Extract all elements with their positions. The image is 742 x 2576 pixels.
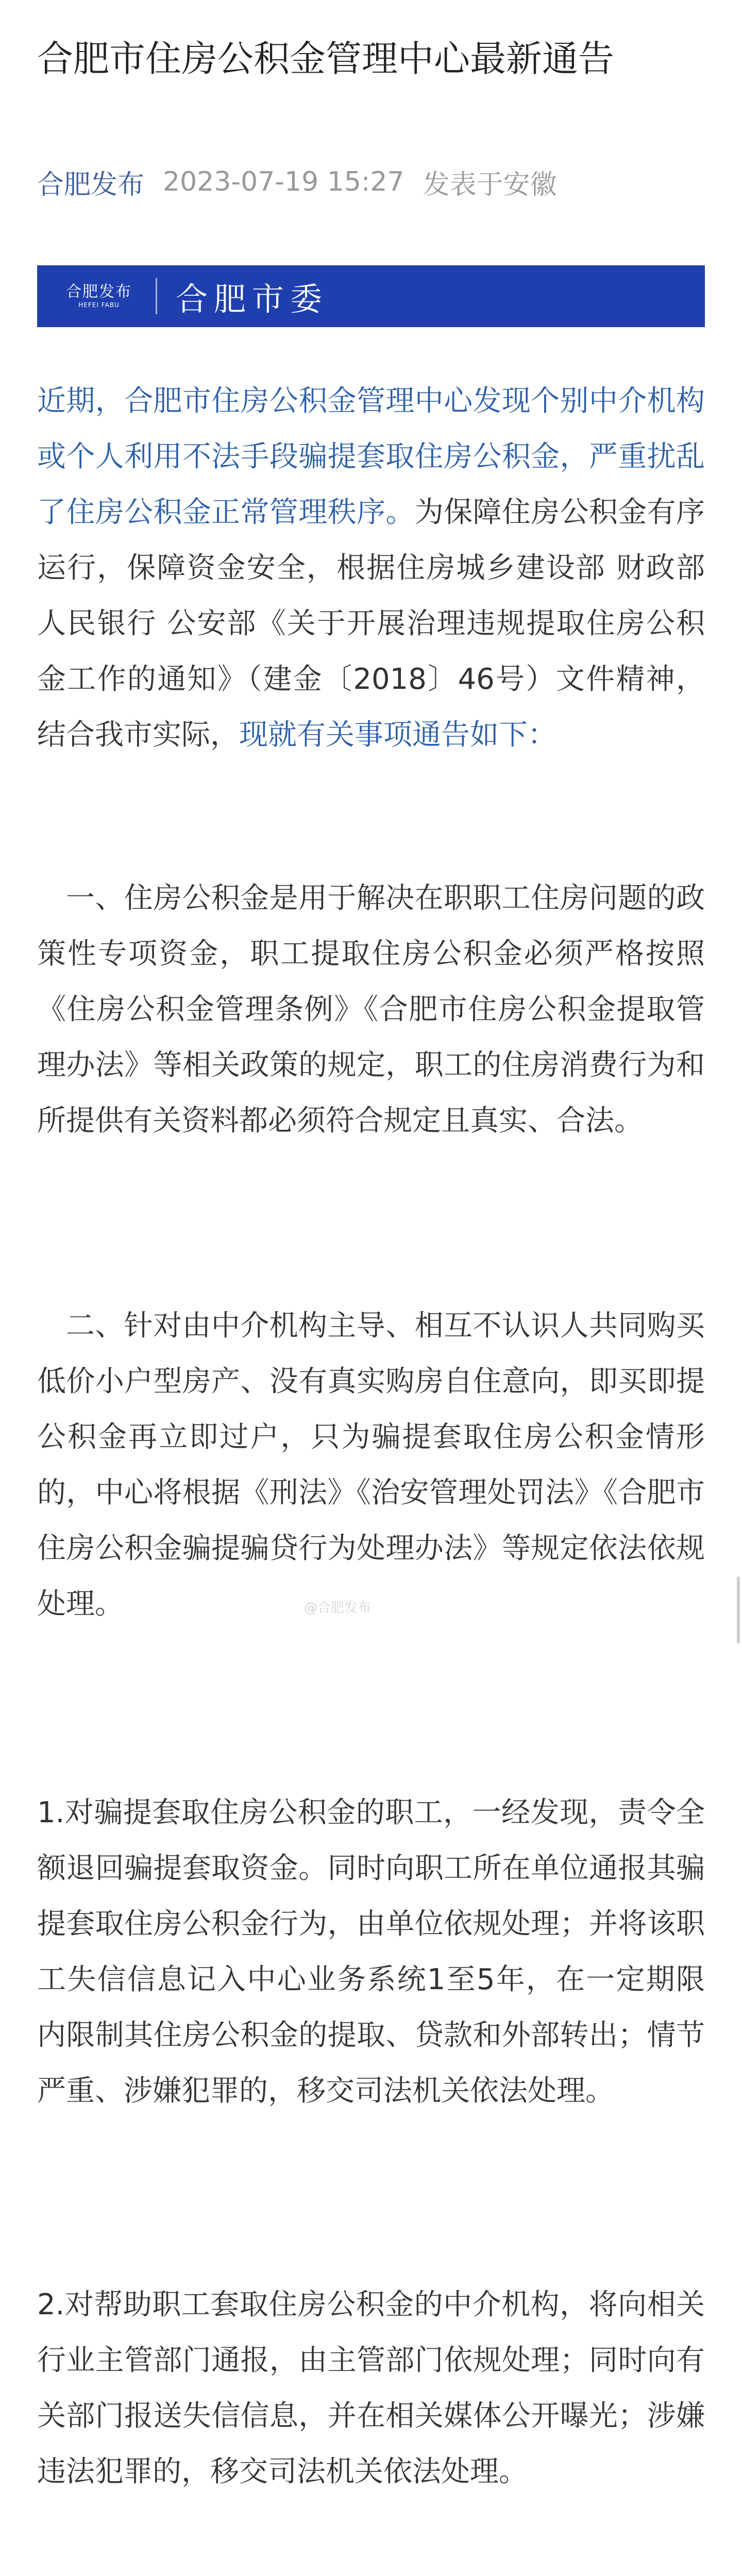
sub-item-1-paragraph: [37, 1785, 705, 2119]
logo: [53, 265, 145, 327]
banner-divider: [156, 278, 157, 314]
intro-highlight: 近期，合肥市住房公积金管理中心发现个别中介机构或个人利用不法手段骗提套取住房公积金，严重扰乱了住房公积金正常管理秩序。: [37, 384, 705, 529]
source-link[interactable]: 合肥发布: [37, 169, 145, 200]
intro-body: 为保障住房公积金有序运行，保障资金安全，根据住房城乡建设部 财政部 人民银行 公安部《关于开展治理违规提取住房公积金工作的通知》（建金〔2018〕46号）文件精神，结合我市实际，: [37, 496, 705, 752]
logo-text: 合肥发布: [66, 283, 132, 301]
item-2-text: 二、针对由中介机构主导、相互不认识人共同购买低价小户型房产、没有真实购房自住意向，即买即提公积金再立即过户，只为骗提套取住房公积金情形的，中心将根据《刑法》《治安管理处罚法》《合肥市住房公积金骗提骗贷行为处理办法》等规定依法依规处理。: [37, 1309, 705, 1621]
header-banner: [37, 265, 705, 327]
intro-paragraph: [37, 374, 705, 763]
intro-tail: 现就有关事项通告如下：: [239, 718, 556, 752]
sub-item-1-text: 1.对骗提套取住房公积金的职工，一经发现，责令全额退回骗提套取资金。同时向职工所在单位通报其骗提套取住房公积金行为，由单位依规处理；并将该职工失信信息记入中心业务系统1至5年，在一定期限内限制其住房公积金的提取、贷款和外部转出；情节严重、涉嫌犯罪的，移交司法机关依法处理。: [37, 1796, 705, 2108]
scrollbar-indicator[interactable]: [737, 1577, 740, 1643]
item-1-text: 一、住房公积金是用于解决在职职工住房问题的政策性专项资金，职工提取住房公积金必须严格按照《住房公积金管理条例》《合肥市住房公积金提取管理办法》等相关政策的规定，职工的住房消费行为和所提供有关资料都必须符合规定且真实、合法。: [37, 882, 705, 1138]
publish-time: 2023-07-19 15:27: [163, 166, 404, 197]
article-meta: [37, 164, 557, 200]
sub-item-2-text: 2.对帮助职工套取住房公积金的中介机构，将向相关行业主管部门通报，由主管部门依规处理；同时向有关部门报送失信信息，并在相关媒体公开曝光；涉嫌违法犯罪的，移交司法机关依法处理。: [37, 2288, 705, 2488]
sub-item-2-paragraph: [37, 2277, 705, 2500]
image-watermark: @合肥发布: [304, 1600, 372, 1616]
item-1-paragraph: [37, 871, 705, 1149]
banner-title: 合肥市委: [176, 280, 329, 318]
logo-subtext: HEFEI FABU: [78, 301, 120, 309]
item-2-paragraph: [37, 1298, 705, 1632]
article-title: 合肥市住房公积金管理中心最新通告: [37, 38, 614, 80]
publish-location: 发表于安徽: [423, 169, 557, 200]
